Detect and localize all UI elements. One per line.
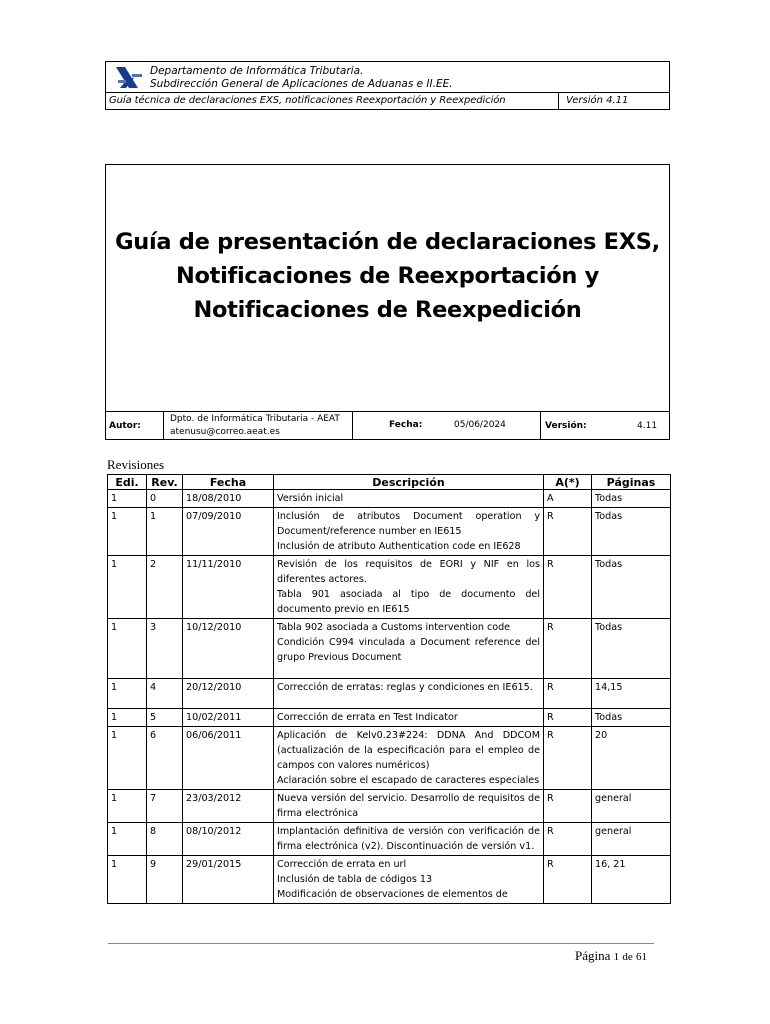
table-row (108, 709, 671, 727)
action-cell: R (544, 790, 592, 823)
title-line-3: Notificaciones de Reexpedición (193, 297, 582, 323)
metadata-row (106, 411, 669, 440)
aeat-logo-icon (114, 64, 144, 90)
description-line: Nueva versión del servicio. Desarrollo de requisitos de firma electrónica (277, 793, 540, 819)
date-cell: 08/10/2012 (183, 823, 274, 856)
rev-cell: 9 (147, 856, 183, 904)
rev-cell: 0 (147, 490, 183, 508)
title-line-2: Notificaciones de Reexportación y (175, 263, 600, 289)
header-guide-row (106, 92, 669, 109)
description-line: Tabla 902 asociada a Customs intervention code (277, 622, 511, 633)
pages-cell: 20 (592, 727, 671, 790)
date-cell: 29/01/2015 (183, 856, 274, 904)
revisions-heading: Revisiones (107, 457, 165, 472)
revisions-body (108, 490, 671, 904)
description-cell (274, 727, 544, 790)
revisions-header-row (108, 475, 671, 490)
meta-divider (540, 412, 541, 440)
page-total: 61 (636, 951, 648, 963)
pages-cell: Todas (592, 709, 671, 727)
page-word: Página (575, 948, 611, 963)
description-line: Implantación definitiva de versión con verificación de firma electrónica (v2). Discontinuación de versión v1. (277, 826, 540, 852)
subdirectorate-name: Subdirección General de Aplicaciones de Aduanas e II.EE. (150, 78, 453, 90)
date-cell: 23/03/2012 (183, 790, 274, 823)
column-header: Edi. (108, 475, 147, 490)
table-row (108, 823, 671, 856)
column-header: Rev. (147, 475, 183, 490)
rev-cell: 1 (147, 508, 183, 556)
table-row (108, 679, 671, 709)
description-line: Corrección de errata en Test Indicator (277, 712, 458, 723)
edi-cell: 1 (108, 727, 147, 790)
description-cell (274, 856, 544, 904)
description-line: Revisión de los requisitos de EORI y NIF en los diferentes actores. (277, 559, 540, 585)
edi-cell: 1 (108, 556, 147, 619)
pages-cell: Todas (592, 556, 671, 619)
description-cell (274, 556, 544, 619)
pages-cell: 16, 21 (592, 856, 671, 904)
document-title (106, 225, 669, 327)
title-line-1: Guía de presentación de declaraciones EXS, (115, 229, 660, 255)
rev-cell: 2 (147, 556, 183, 619)
description-line: Condición C994 vinculada a Document reference del grupo Previous Document (277, 637, 540, 663)
rev-cell: 5 (147, 709, 183, 727)
department-name: Departamento de Informática Tributaria. (150, 65, 364, 77)
rev-cell: 7 (147, 790, 183, 823)
description-cell (274, 709, 544, 727)
column-header: Fecha (183, 475, 274, 490)
header-version: Versión 4.11 (566, 95, 629, 106)
version-label: Versión: (545, 421, 587, 431)
description-line: Inclusión de tabla de códigos 13 (277, 874, 433, 885)
rev-cell: 4 (147, 679, 183, 709)
action-cell: R (544, 727, 592, 790)
date-label: Fecha: (389, 420, 423, 430)
author-email: atenusu@correo.aeat.es (170, 427, 280, 437)
meta-divider (352, 412, 353, 440)
description-line: Inclusión de atributos Document operation y Document/reference number en IE615 (277, 511, 540, 537)
action-cell: R (544, 709, 592, 727)
column-header: Páginas (592, 475, 671, 490)
page-current: 1 (613, 951, 620, 963)
table-row (108, 856, 671, 904)
edi-cell: 1 (108, 490, 147, 508)
description-cell (274, 490, 544, 508)
description-line: Inclusión de atributo Authentication code en IE628 (277, 541, 521, 552)
description-line: Tabla 901 asociada al tipo de documento del documento previo en IE615 (277, 589, 540, 615)
pages-cell: general (592, 823, 671, 856)
action-cell: R (544, 679, 592, 709)
edi-cell: 1 (108, 679, 147, 709)
page-number (575, 948, 647, 964)
action-cell: A (544, 490, 592, 508)
document-header (105, 61, 670, 110)
meta-divider (163, 412, 164, 440)
description-line: Versión inicial (277, 493, 344, 504)
pages-cell: 14,15 (592, 679, 671, 709)
edi-cell: 1 (108, 709, 147, 727)
pages-cell: Todas (592, 619, 671, 679)
description-cell (274, 790, 544, 823)
rev-cell: 3 (147, 619, 183, 679)
action-cell: R (544, 556, 592, 619)
date-cell: 20/12/2010 (183, 679, 274, 709)
description-line: Corrección de erratas: reglas y condiciones en IE615. (277, 682, 533, 693)
header-divider (558, 93, 559, 109)
version-value: 4.11 (637, 421, 658, 431)
action-cell: R (544, 856, 592, 904)
rev-cell: 8 (147, 823, 183, 856)
date-cell: 10/02/2011 (183, 709, 274, 727)
edi-cell: 1 (108, 508, 147, 556)
action-cell: R (544, 619, 592, 679)
description-cell (274, 823, 544, 856)
pages-cell: general (592, 790, 671, 823)
description-line: Aplicación de Kelv0.23#224: DDNA And DDCOM (actualización de la especificación para el empleo de campos con valores numéricos) (277, 730, 540, 771)
guide-title: Guía técnica de declaraciones EXS, notificaciones Reexportación y Reexpedición (109, 95, 506, 106)
date-cell: 11/11/2010 (183, 556, 274, 619)
description-cell (274, 508, 544, 556)
description-line: Corrección de errata en url (277, 859, 407, 870)
pages-cell: Todas (592, 508, 671, 556)
author-line-1: Dpto. de Informática Tributaria - AEAT (170, 414, 340, 424)
title-box (105, 164, 670, 440)
page-of: de (622, 951, 633, 963)
edi-cell: 1 (108, 856, 147, 904)
date-cell: 10/12/2010 (183, 619, 274, 679)
edi-cell: 1 (108, 790, 147, 823)
edi-cell: 1 (108, 823, 147, 856)
table-row (108, 508, 671, 556)
action-cell: R (544, 823, 592, 856)
action-cell: R (544, 508, 592, 556)
description-cell (274, 679, 544, 709)
column-header: A(*) (544, 475, 592, 490)
description-line: Modificación de observaciones de elementos de (277, 889, 508, 900)
table-row (108, 556, 671, 619)
date-cell: 06/06/2011 (183, 727, 274, 790)
footer-rule (108, 943, 654, 944)
table-row (108, 619, 671, 679)
rev-cell: 6 (147, 727, 183, 790)
description-cell (274, 619, 544, 679)
column-header: Descripción (274, 475, 544, 490)
table-row (108, 490, 671, 508)
date-cell: 07/09/2010 (183, 508, 274, 556)
description-line: Aclaración sobre el escapado de caracteres especiales (277, 775, 540, 786)
table-row (108, 727, 671, 790)
date-cell: 18/08/2010 (183, 490, 274, 508)
table-row (108, 790, 671, 823)
revisions-table (107, 474, 671, 904)
pages-cell: Todas (592, 490, 671, 508)
date-value: 05/06/2024 (454, 420, 506, 430)
author-label: Autor: (109, 421, 141, 431)
edi-cell: 1 (108, 619, 147, 679)
